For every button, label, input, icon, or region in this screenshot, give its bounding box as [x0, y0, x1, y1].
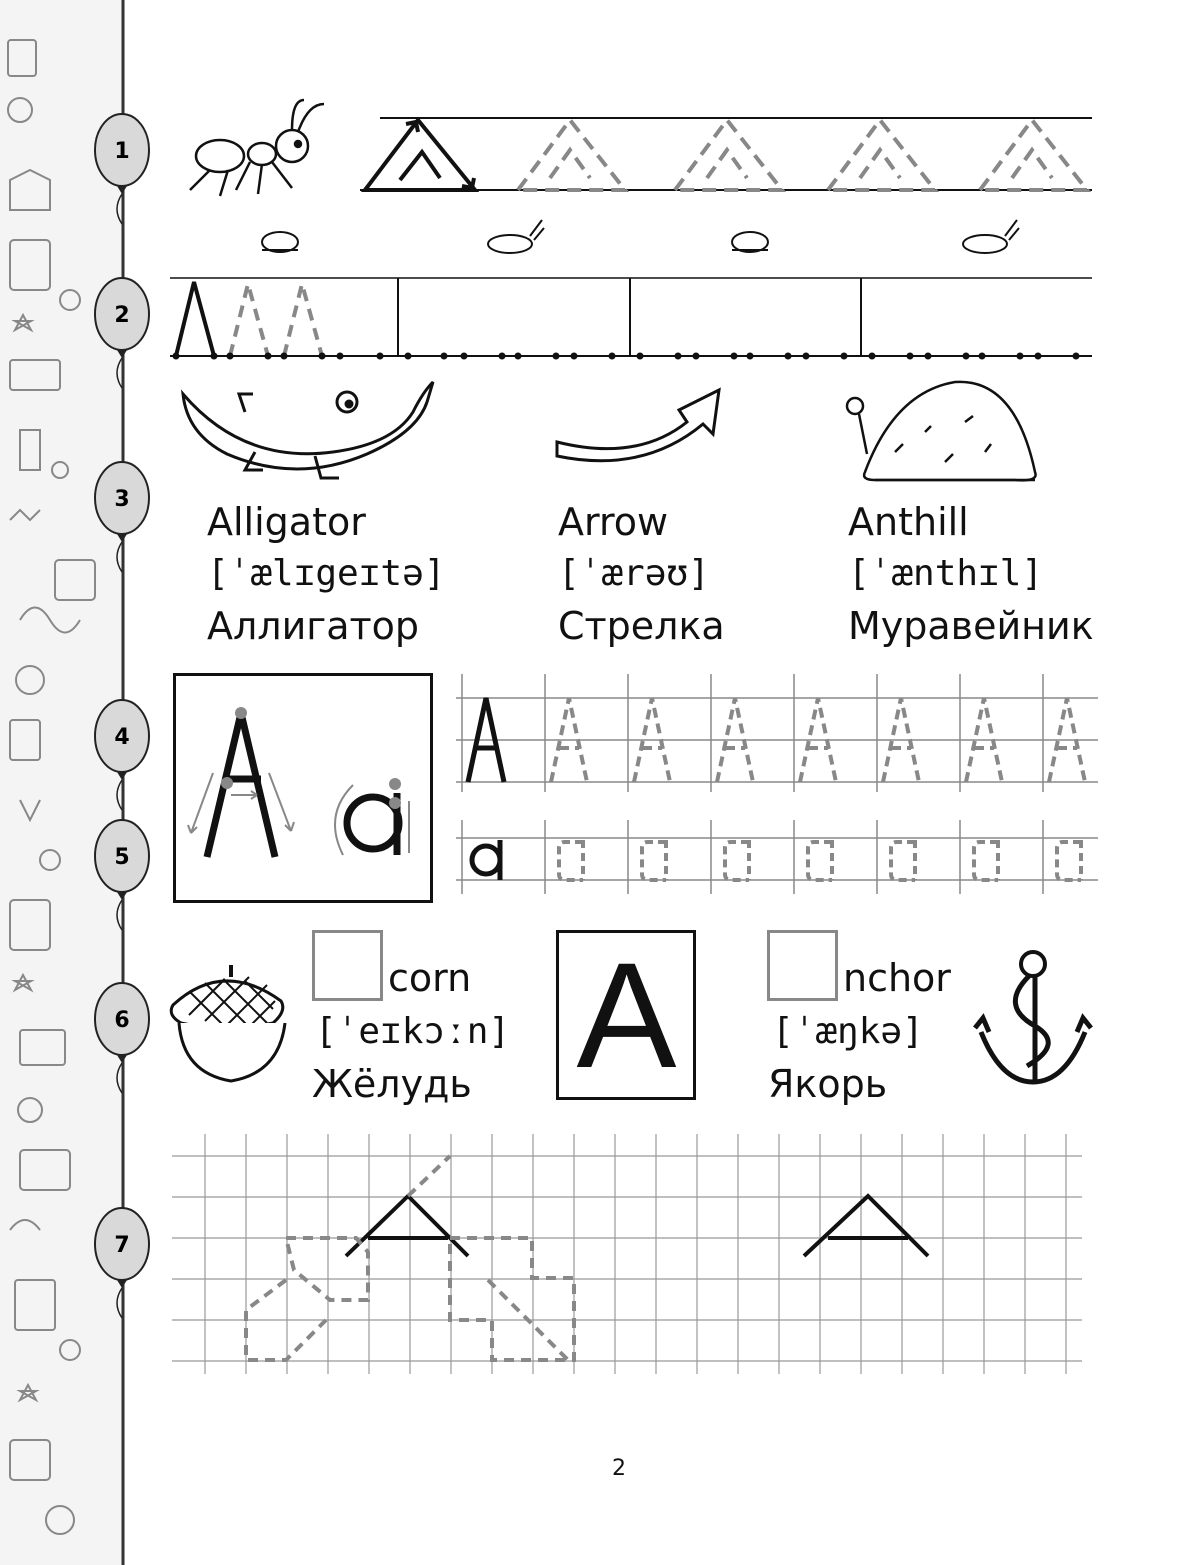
balloon-3 [95, 462, 149, 572]
acorn-letter-box[interactable] [312, 930, 384, 1002]
balloon-1-label: 1 [114, 139, 130, 164]
lowercase-a-dashed [559, 840, 1081, 880]
ru-anthill: Муравейник [848, 604, 1094, 648]
exercise-7-grid [168, 1130, 1086, 1380]
solid-triangle-guide [365, 120, 475, 190]
word-anthill: Anthill [848, 500, 969, 544]
ipa-arrow: [ˈærəʊ] [558, 553, 710, 594]
ant-illustration [190, 100, 324, 196]
word-alligator: Alligator [207, 500, 366, 544]
anchor-letter-box[interactable] [767, 930, 839, 1002]
anchor-word-rest: nchor [843, 956, 951, 1000]
balloon-6 [95, 983, 149, 1093]
arrow-illustration [557, 390, 719, 461]
anchor-illustration [965, 948, 1100, 1088]
balloon-5-label: 5 [114, 845, 130, 870]
acorn-illustration [165, 955, 300, 1090]
exercise-2 [168, 270, 1098, 370]
balloon-7 [95, 1208, 149, 1318]
word-arrow: Arrow [558, 500, 669, 544]
letter-stroke-order-box [173, 673, 435, 905]
balloon-1 [95, 114, 149, 224]
balloon-7-label: 7 [114, 1233, 130, 1258]
anthill-illustration [847, 382, 1036, 480]
page-number: 2 [612, 1456, 626, 1481]
acorn-word-rest: corn [388, 956, 472, 1000]
acorn-ru: Жёлудь [312, 1062, 472, 1106]
ru-arrow: Стрелка [558, 604, 725, 648]
grid-solid-a-right [804, 1196, 928, 1256]
dashed-triangles [518, 120, 1087, 190]
balloon-6-label: 6 [114, 1008, 130, 1033]
exercise-3-illustrations [175, 372, 1105, 507]
center-letter: A [576, 931, 677, 1099]
balloon-5 [95, 820, 149, 930]
ipa-anthill: [ˈænthɪl] [848, 553, 1044, 594]
balloon-4 [95, 700, 149, 810]
anchor-ipa: [ˈæŋkə] [772, 1011, 924, 1052]
alligator-illustration [183, 382, 433, 478]
ru-alligator: Аллигатор [207, 604, 420, 648]
balloon-column [0, 0, 170, 1320]
tracing-grid [452, 672, 1102, 902]
balloon-4-label: 4 [114, 725, 130, 750]
ipa-alligator: [ˈælɪgeɪtə] [207, 553, 446, 594]
balloon-2 [95, 278, 149, 388]
exercise-1 [180, 90, 1100, 270]
balloon-2-label: 2 [114, 303, 130, 328]
small-animals [262, 220, 1019, 253]
anchor-ru: Якорь [768, 1062, 888, 1106]
lowercase-a-model [472, 840, 500, 880]
acorn-ipa: [ˈeɪkɔːn] [315, 1011, 511, 1052]
balloon-3-label: 3 [114, 487, 130, 512]
